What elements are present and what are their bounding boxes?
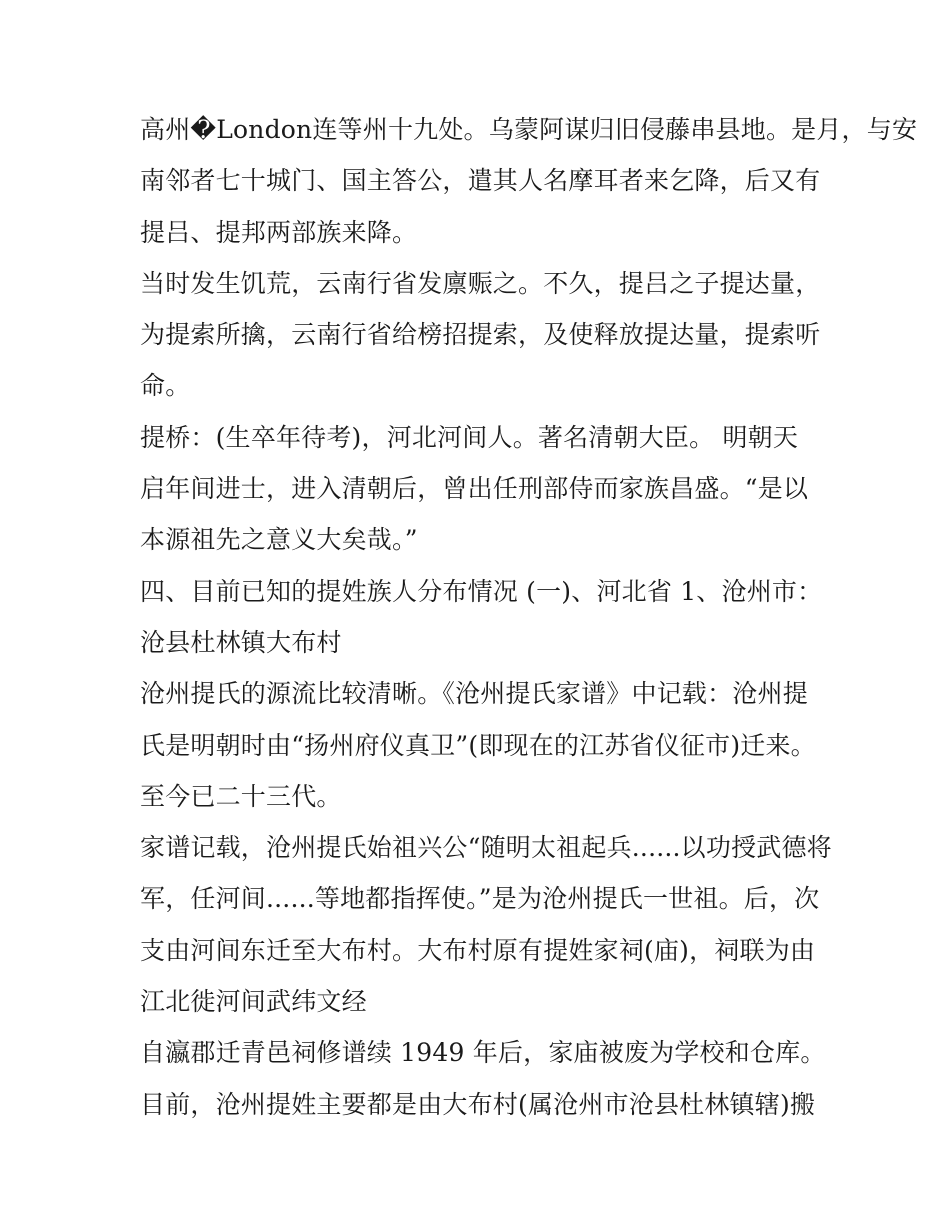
text-line: 提吕、提邦两部族来降。	[140, 217, 418, 247]
text-line: 命。	[140, 371, 191, 401]
text-line: 家谱记载，沧州提氏始祖兴公“随明太祖起兵......以功授武德将	[140, 833, 832, 863]
text-line: 南邻者七十城门、国主答公，遣其人名摩耳者来乞降，后又有	[140, 166, 821, 196]
text-line: 军，任河间......等地都指挥使。”是为沧州提氏一世祖。后，次	[140, 884, 820, 914]
text-line: 沧州提氏的源流比较清晰。《沧州提氏家谱》中记载：沧州提	[140, 679, 808, 709]
text-line: 目前，沧州提姓主要都是由大布村(属沧州市沧县杜林镇辖)搬	[140, 1089, 816, 1119]
text-line: 四、目前已知的提姓族人分布情况 (一)、河北省 1、沧州市：	[140, 576, 823, 606]
text-line: 提桥：(生卒年待考)，河北河间人。著名清朝大臣。 明朝天	[140, 422, 799, 452]
text-line: 自瀛郡迁青邑祠修谱续 1949 年后，家庙被废为学校和仓库。	[140, 1038, 826, 1068]
text-line: 至今已二十三代。	[140, 781, 342, 811]
text-line: 支由河间东迁至大布村。大布村原有提姓家祠(庙)，祠联为由	[140, 935, 816, 965]
document-body	[140, 104, 918, 1130]
text-line: 沧县杜林镇大布村	[140, 627, 342, 657]
text-line: 为提索所擒，云南行省给榜招提索，及使释放提达量，提索听	[140, 320, 821, 350]
text-line: 启年间进士，进入清朝后，曾出任刑部侍而家族昌盛。“是以	[140, 474, 809, 504]
text-line: 氏是明朝时由“扬州府仪真卫”(即现在的江苏省仪征市)迁来。	[140, 730, 816, 760]
text-line: 当时发生饥荒，云南行省发廪赈之。不久，提吕之子提达量，	[140, 268, 821, 298]
text-line: 高州�London连等州十九处。乌蒙阿谋归旧侵藤串县地。是月，与安	[140, 115, 918, 144]
text-line: 江北徙河间武纬文经	[140, 987, 367, 1017]
text-line: 本源祖先之意义大矣哉。”	[140, 525, 418, 555]
